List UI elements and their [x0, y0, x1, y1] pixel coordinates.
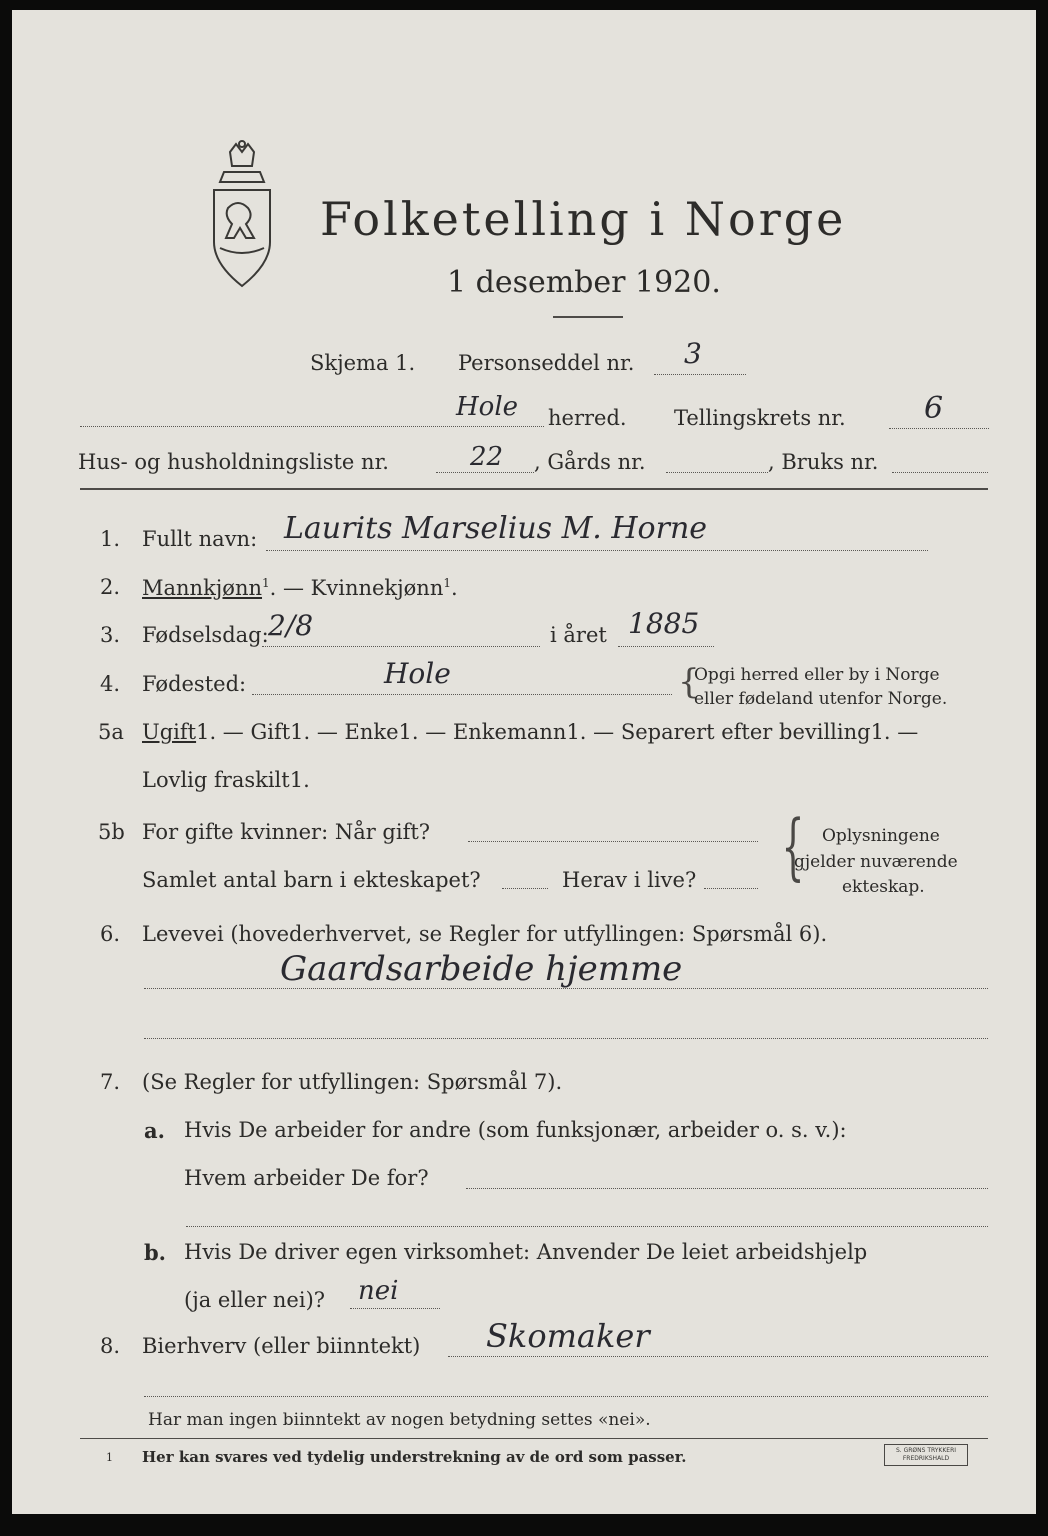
q5b-note-1: Oplysningene	[822, 826, 940, 846]
no-income-note: Har man ingen biinntekt av nogen betydning settes «nei».	[148, 1410, 651, 1430]
q5b-label-3: Herav i live?	[562, 868, 697, 892]
q5b-label-2: Samlet antal barn i ekteskapet?	[142, 868, 481, 892]
q5b-note-3: ekteskap.	[842, 877, 925, 897]
title-divider	[553, 316, 623, 318]
q6-number: 6.	[100, 922, 121, 946]
q2-number: 2.	[100, 575, 121, 599]
census-date: 1 desember 1920.	[447, 265, 721, 300]
header-rule	[80, 488, 988, 490]
q5b-number: 5b	[98, 820, 125, 844]
year-label: i året	[550, 623, 607, 647]
birthday-value: 2/8	[268, 609, 314, 642]
q5a-options: Ugift1. — Gift1. — Enke1. — Enkemann1. — Separert efter bevilling1. —	[142, 720, 919, 744]
q7a-sub: Hvem arbeider De for?	[184, 1166, 429, 1190]
personseddel-label: Personseddel nr.	[458, 351, 635, 375]
hired-help-value: nei	[358, 1276, 399, 1306]
husholdning-value: 22	[470, 442, 504, 472]
tellingskrets-label: Tellingskrets nr.	[674, 406, 846, 430]
q4-note-1: Opgi herred eller by i Norge	[694, 665, 940, 685]
q1-label: Fullt navn:	[142, 527, 258, 551]
printer-stamp: S. GRØNS TRYKKERI FREDRIKSHALD	[884, 1444, 968, 1466]
q8-label: Bierhverv (eller biinntekt)	[142, 1334, 421, 1358]
bruks-label: , Bruks nr.	[768, 450, 879, 474]
q7-number: 7.	[100, 1070, 121, 1094]
footnote-text: Her kan svares ved tydelig understrekning av de ord som passer.	[142, 1448, 687, 1466]
ugift-option: Ugift	[142, 720, 197, 744]
q7b-label: Hvis De driver egen virksomhet: Anvender De leiet arbeidshjelp	[184, 1240, 868, 1264]
birth-year-value: 1885	[628, 607, 700, 640]
husholdning-label: Hus- og husholdningsliste nr.	[78, 450, 389, 474]
occupation-value: Gaardsarbeide hjemme	[280, 949, 683, 989]
q5a-number: 5a	[98, 720, 124, 744]
q5b-label-1: For gifte kvinner: Når gift?	[142, 820, 431, 844]
q7-label: (Se Regler for utfyllingen: Spørsmål 7).	[142, 1070, 563, 1094]
q3-label: Fødselsdag:	[142, 623, 269, 647]
q4-number: 4.	[100, 672, 121, 696]
q5b-note-2: gjelder nuværende	[794, 852, 958, 872]
q7b-letter: b.	[144, 1240, 166, 1265]
q7b-sub: (ja eller nei)?	[184, 1288, 326, 1312]
q4-note-2: eller fødeland utenfor Norge.	[694, 689, 948, 709]
q2-options: Mannkjønn$^1$. — Kvinnekjønn$^1$.	[142, 576, 458, 600]
herred-value: Hole	[456, 392, 519, 422]
gards-label: , Gårds nr.	[534, 450, 646, 474]
tellingskrets-value: 6	[924, 391, 944, 426]
birthplace-value: Hole	[384, 657, 451, 690]
q4-label: Fødested:	[142, 672, 247, 696]
side-occupation-value: Skomaker	[486, 1317, 650, 1355]
q7a-label: Hvis De arbeider for andre (som funksjonær, arbeider o. s. v.):	[184, 1118, 847, 1142]
census-form-page: Folketelling i Norge 1 desember 1920. Skjema 1. Personseddel nr. 3 Hole herred. Tellingskrets nr. 6 Hus- og husholdningsliste nr. 22 , Gårds nr. , Bruks nr. 1. Fullt navn: Laurits Marselius M. Horne 2. Mannkjønn$^1$. — Kvinnekjønn$^1$. 3. Fødselsdag: 2/8 i året 1885 4. Fødested: Hole { Opgi herred eller by i Norge eller fødeland utenfor Norge. 5a Ugift1. — Gift1. — Enke1. — Enkemann1. — Separert efter bevilling1. — Lovlig fraskilt1. 5b For gifte kvinner: Når gift? Samlet antal barn i ekteskapet? Herav i live? { Oplysningene gjelder nuværende ekteskap. 6. Levevei (hovederhvervet, se Regler for utfyllingen: Spørsmål 6). Gaardsarbeide hjemme 7. (Se Regler for utfyllingen: Spørsmål 7). a. Hvis De arbeider for andre (som funksjonær, arbeider o. s. v.): Hvem arbeider De for? b. Hvis De driver egen virksomhet: Anvender De leiet arbeidshjelp (ja eller nei)? nei 8. Bierhverv (eller biinntekt) Skomaker Har man ingen biinntekt av nogen betydning settes «nei». 1 Her kan svares ved tydelig understrekning av de ord som passer. S. GRØNS TRYKKERI FREDRIKSHALD	[12, 10, 1036, 1514]
q5a-line2: Lovlig fraskilt1.	[142, 768, 310, 792]
form-title: Folketelling i Norge	[320, 192, 847, 246]
coat-of-arms-icon	[200, 138, 284, 294]
footnote-mark: 1	[106, 1451, 113, 1464]
q6-label: Levevei (hovederhvervet, se Regler for utfyllingen: Spørsmål 6).	[142, 922, 828, 946]
q3-number: 3.	[100, 623, 121, 647]
mannkjonn-option: Mannkjønn	[142, 576, 263, 600]
herred-label: herred.	[548, 406, 627, 430]
personseddel-value: 3	[684, 337, 702, 370]
schema-label: Skjema 1.	[310, 351, 416, 375]
q8-number: 8.	[100, 1334, 121, 1358]
q1-number: 1.	[100, 527, 121, 551]
full-name-value: Laurits Marselius M. Horne	[284, 511, 708, 546]
q7a-letter: a.	[144, 1118, 165, 1143]
footnote-rule	[80, 1438, 988, 1439]
